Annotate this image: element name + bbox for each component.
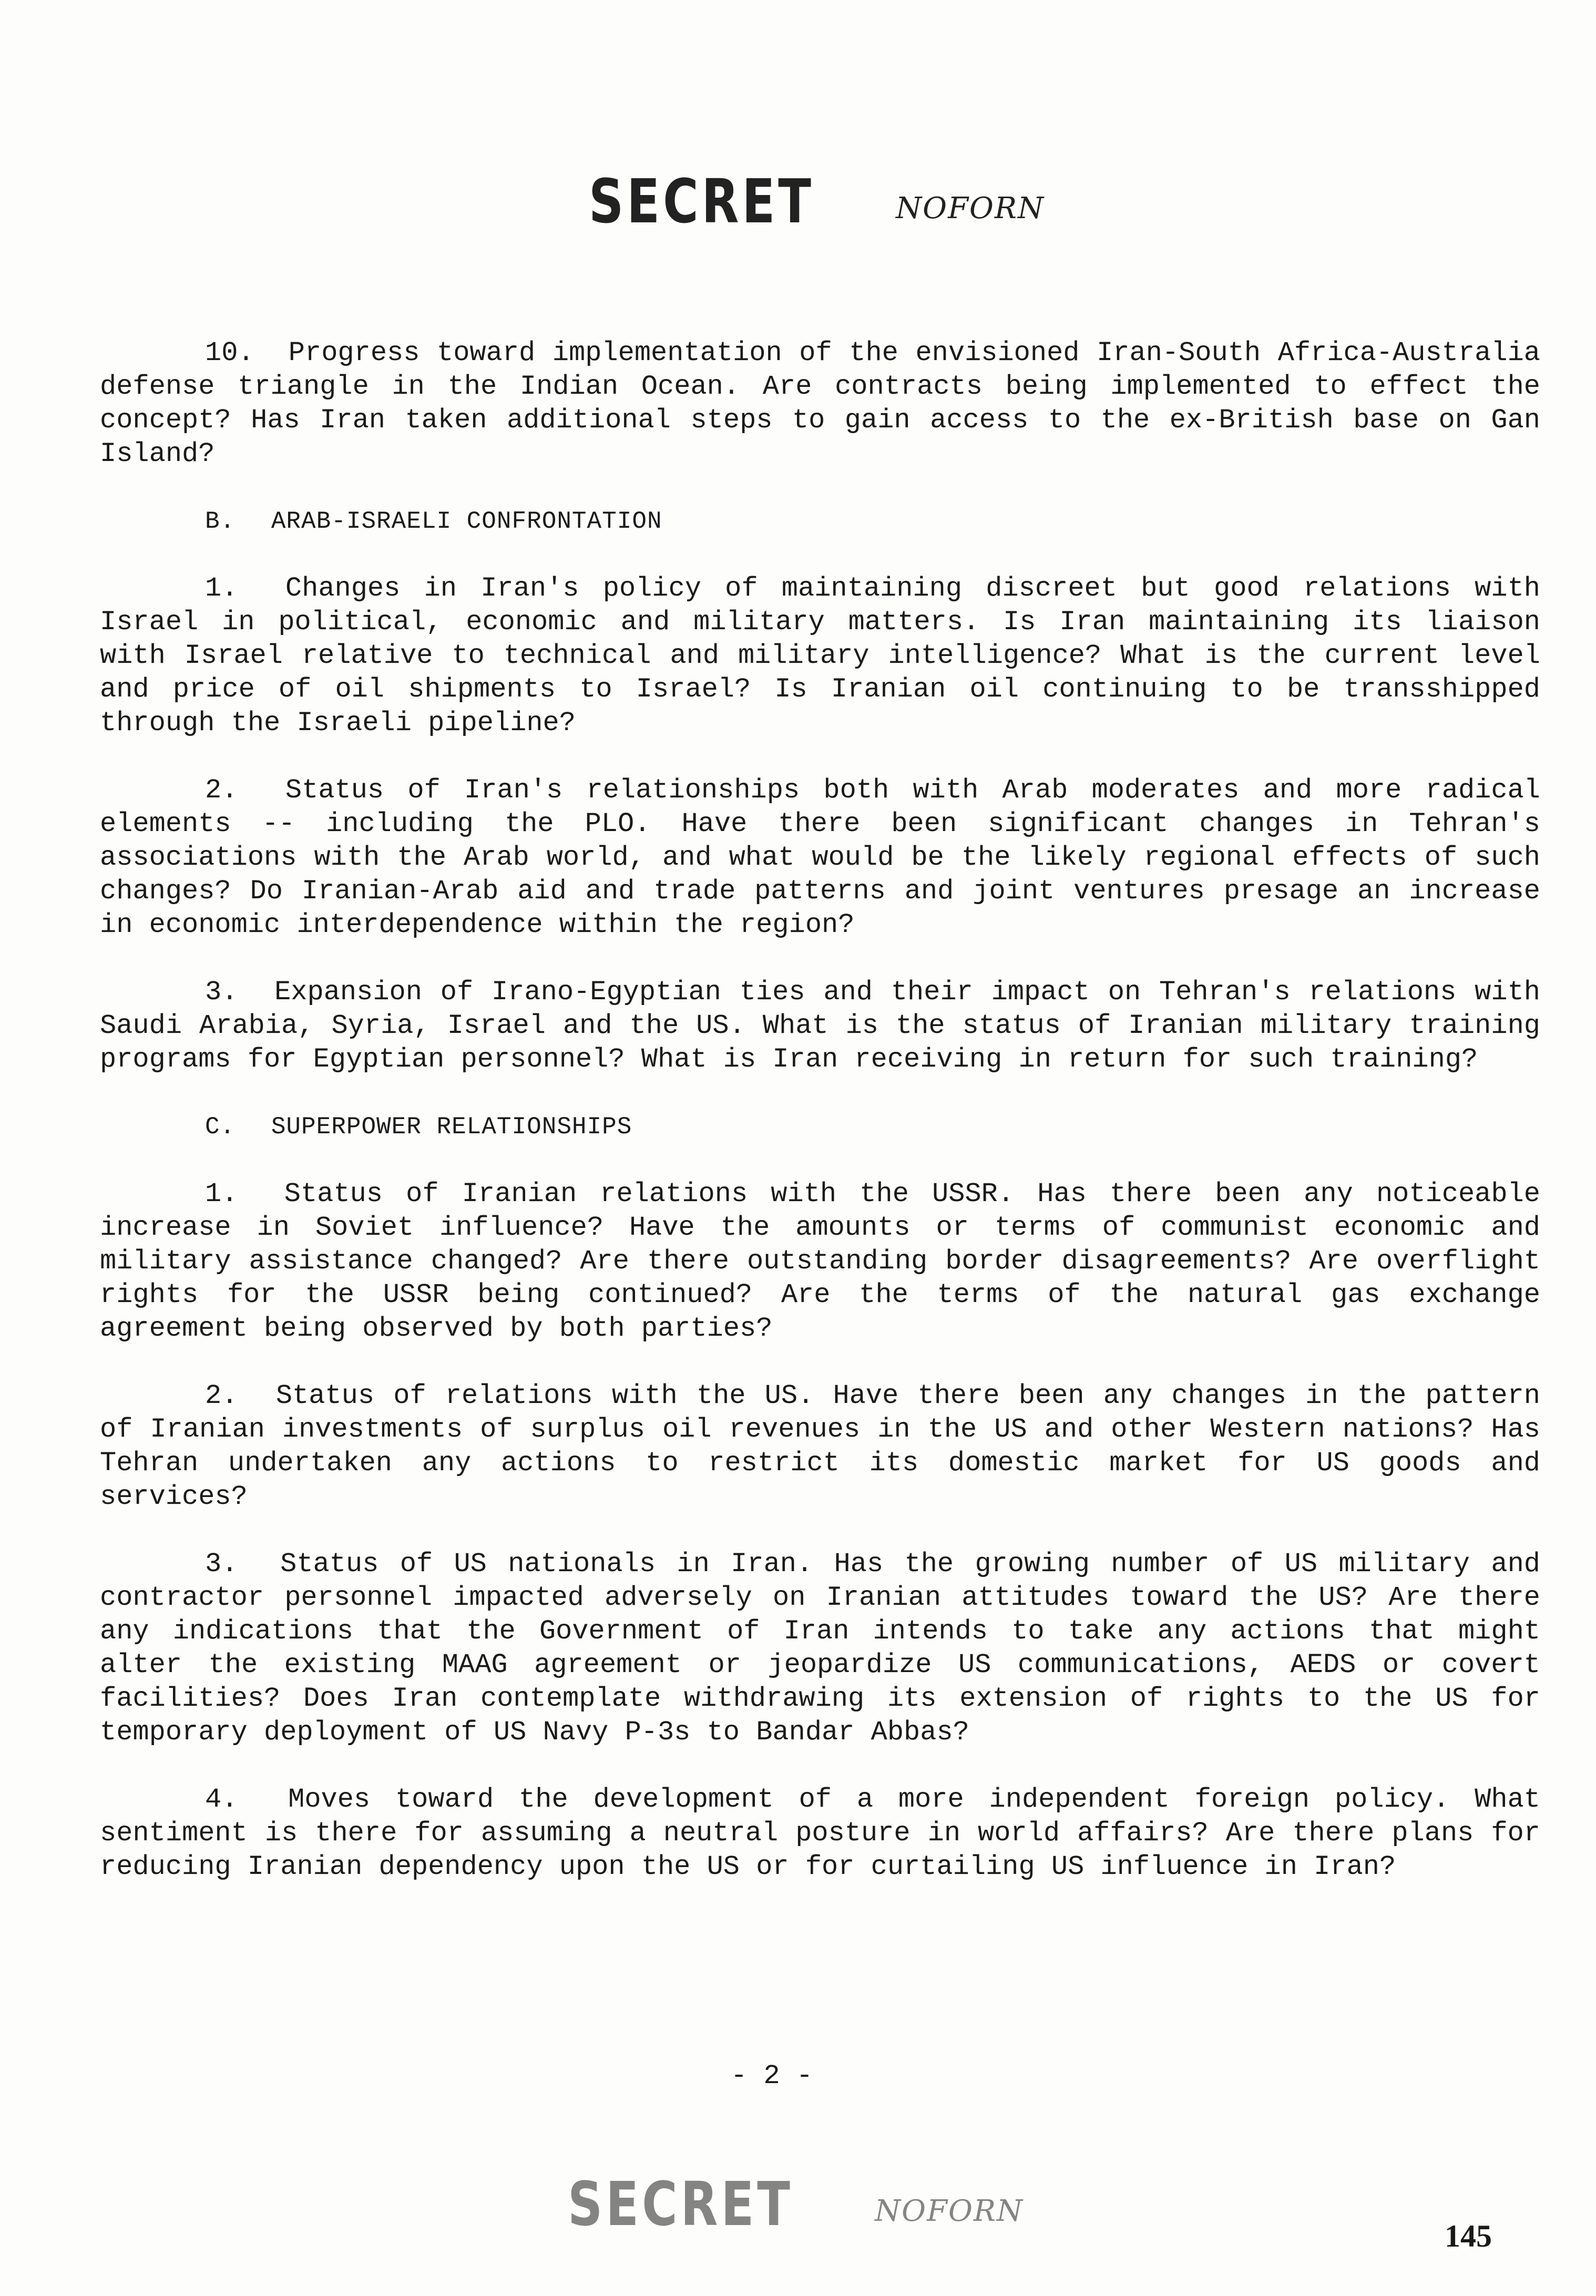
document-body (100, 336, 1540, 1918)
section-letter: C. (205, 1113, 236, 1141)
paragraph-text: Status of US nationals in Iran. Has the growing number of US military and contractor personnel impacted adversely on Iranian attitudes toward the US? Are there any indications that the Government of Iran intends to take any actions that might alter the existing MAAG agreement or jeopardize US communications, AEDS or covert facilities? Does Iran contemplate withdrawing its extension of rights to the US for temporary deployment of US Navy P-3s to Bandar Abbas? (100, 1549, 1540, 1748)
paragraph-number: 1. (205, 1178, 238, 1210)
paragraph-b3 (100, 976, 1540, 1077)
section-letter: B. (205, 508, 236, 535)
paragraph-c3 (100, 1547, 1540, 1749)
caveat-stamp: NOFORN (875, 2194, 1024, 2228)
paragraph-number: 4. (205, 1784, 238, 1815)
paragraph-number: 3. (205, 1549, 238, 1580)
paragraph-c1 (100, 1177, 1540, 1346)
section-title: SUPERPOWER RELATIONSHIPS (271, 1113, 632, 1141)
paragraph-c4 (100, 1783, 1540, 1884)
paragraph-number: 2. (205, 1380, 238, 1411)
paragraph-text: Changes in Iran's policy of maintaining discreet but good relations with Israel in political, economic and military matters. Is Iran maintaining its liaison with Israel relative to technical and military intelligence? What is the current level and price of oil shipments to Israel? Is Iranian oil continuing to be transshipped through the Israeli pipeline? (100, 573, 1540, 739)
paragraph-number: 10. (205, 337, 254, 368)
paragraph-text: Status of Iranian relations with the USSR. Has there been any noticeable increase in Soviet influence? Have the amounts or terms of communist economic and military assistance changed? Are there outstanding border disagreements? Are overflight rights for the USSR being continued? Are the terms of the natural gas exchange agreement being observed by both parties? (100, 1178, 1540, 1344)
caveat-stamp: NOFORN (896, 191, 1045, 226)
paragraph-number: 1. (205, 573, 238, 604)
paragraph-text: Progress toward implementation of the envisioned Iran-South Africa-Australia defense triangle in the Indian Ocean. Are contracts being implemented to effect the concept? Has Iran taken additional steps to gain access to the ex-British base on Gan Island? (100, 337, 1540, 469)
section-title: ARAB-ISRAELI CONFRONTATION (271, 508, 662, 535)
paragraph-c2 (100, 1379, 1540, 1514)
paragraph-b1 (100, 572, 1540, 740)
top-classification-marking (589, 166, 1045, 237)
paragraph-b2 (100, 774, 1540, 942)
paragraph-number: 2. (205, 775, 238, 806)
classification-stamp: SECRET (589, 166, 815, 237)
paragraph-text: Status of Iran's relationships both with Arab moderates and more radical elements -- including the PLO. Have there been significant changes in Tehran's associations with the Arab world, and what would be the likely regional effects of such changes? Do Iranian-Arab aid and trade patterns and joint ventures presage an increase in economic interdependence within the region? (100, 775, 1540, 940)
section-heading-b (100, 505, 1540, 538)
classification-stamp: SECRET (568, 2169, 794, 2240)
paragraph-text: Expansion of Irano-Egyptian ties and their impact on Tehran's relations with Saudi Arabia, Syria, Israel and the US. What is the status of Iranian military training programs for Egyptian personnel? What is Iran receiving in return for such training? (100, 977, 1540, 1075)
page-number: - 2 - (731, 2061, 813, 2092)
section-heading-c (100, 1110, 1540, 1144)
bates-number: 145 (1445, 2219, 1492, 2253)
paragraph-number: 3. (205, 977, 238, 1008)
bottom-classification-marking (568, 2169, 1024, 2240)
paragraph-text: Moves toward the development of a more independent foreign policy. What sentiment is there for assuming a neutral posture in world affairs? Are there plans for reducing Iranian dependency upon the US or for curtailing US influence in Iran? (100, 1784, 1540, 1882)
paragraph-text: Status of relations with the US. Have there been any changes in the pattern of Iranian investments of surplus oil revenues in the US and other Western nations? Has Tehran undertaken any actions to restrict its domestic market for US goods and services? (100, 1380, 1540, 1512)
paragraph-a10 (100, 336, 1540, 471)
